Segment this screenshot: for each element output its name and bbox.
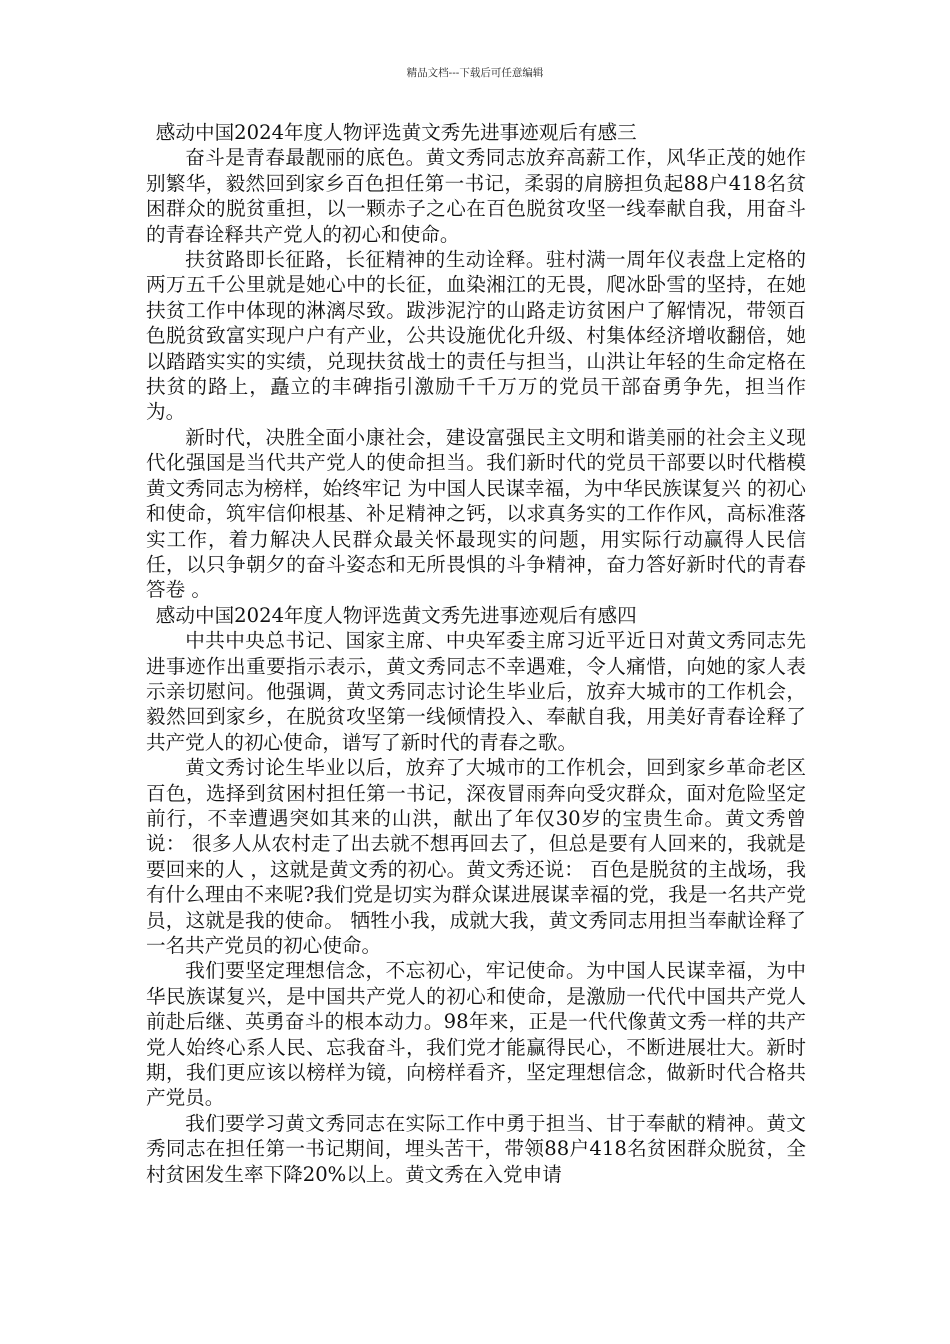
section-title: 感动中国2024年度人物评选黄文秀先进事迹观后有感三 [155,121,637,144]
paragraph: 黄文秀讨论生毕业以后，放弃了大城市的工作机会，回到家乡革命老区百色，选择到贫困村担任第一书记，深夜冒雨奔向受灾群众，面对危险坚定前行，不幸遭遇突如其来的山洪，献出了年仅30岁的宝贵生命。黄文秀曾说： 很多人从农村走了出去就不想再回去了，但总是要有人回来的，我就是要回来的人 ，这就是黄文秀的初心。黄文秀还说： 百色是脱贫的主战场，我有什么理由不来呢?我们党是切实为群众谋进展谋幸福的党，我是一名共产党员，这就是我的使命。 牺牲小我，成就大我，黄文秀同志用担当奉献诠释了一名共产党员的初心使命。 [146,756,806,957]
paragraph: 新时代，决胜全面小康社会，建设富强民主文明和谐美丽的社会主义现代化强国是当代共产党人的使命担当。我们新时代的党员干部要以时代楷模黄文秀同志为榜样，始终牢记 为中国人民谋幸福，为中华民族谋复兴 的初心和使命，筑牢信仰根基、补足精神之钙，以求真务实的工作作风，高标准落实工作，着力解决人民群众最关怀最现实的问题，用实际行动赢得人民信任，以只争朝夕的奋斗姿态和无所畏惧的斗争精神，奋力答好新时代的青春 答卷 。 [146,425,806,602]
paragraph: 我们要学习黄文秀同志在实际工作中勇于担当、甘于奉献的精神。黄文秀同志在担任第一书记期间，埋头苦干，带领88户418名贫困群众脱贫，全村贫困发生率下降20%以上。黄文秀在入党申请 [146,1111,806,1186]
paragraph: 中共中央总书记、国家主席、中央军委主席习近平近日对黄文秀同志先进事迹作出重要指示表示，黄文秀同志不幸遇难，令人痛惜，向她的家人表示亲切慰问。他强调，黄文秀同志讨论生毕业后，放弃大城市的工作机会，毅然回到家乡，在脱贫攻坚第一线倾情投入、奉献自我，用美好青春诠释了共产党人的初心使命，谱写了新时代的青春之歌。 [146,629,806,754]
section-title: 感动中国2024年度人物评选黄文秀先进事迹观后有感四 [155,603,637,627]
paragraph: 我们要坚定理想信念，不忘初心，牢记使命。为中国人民谋幸福，为中华民族谋复兴，是中国共产党人的初心和使命，是激励一代代中国共产党人前赴后继、英勇奋斗的根本动力。98年来，正是一代代像黄文秀一样的共产党人始终心系人民、忘我奋斗，我们党才能赢得民心，不断进展壮大。新时期，我们更应该以榜样为镜，向榜样看齐，坚定理想信念，做新时代合格共产党员。 [146,959,806,1110]
paragraph: 扶贫路即长征路，长征精神的生动诠释。驻村满一周年仪表盘上定格的两万五千公里就是她心中的长征，血染湘江的无畏，爬冰卧雪的坚持，在她扶贫工作中体现的淋漓尽致。跋涉泥泞的山路走访贫困户了解情况，带领百色脱贫致富实现户户有产业，公共设施优化升级、村集体经济增收翻倍，她以踏踏实实的实绩，兑现扶贫战士的责任与担当，山洪让年轻的生命定格在扶贫的路上，矗立的丰碑指引激励千千万万的党员干部奋勇争先，担当作为。 [146,248,806,424]
paragraph: 奋斗是青春最靓丽的底色。黄文秀同志放弃高薪工作，风华正茂的她作别繁华，毅然回到家乡百色担任第一书记，柔弱的肩膀担负起88户418名贫困群众的脱贫重担，以一颗赤子之心在百色脱贫攻坚一线奉献自我，用奋斗的青春诠释共产党人的初心和使命。 [146,146,806,246]
document-body [146,120,806,1187]
page-header: 精品文档---下载后可任意编辑 [406,67,544,79]
